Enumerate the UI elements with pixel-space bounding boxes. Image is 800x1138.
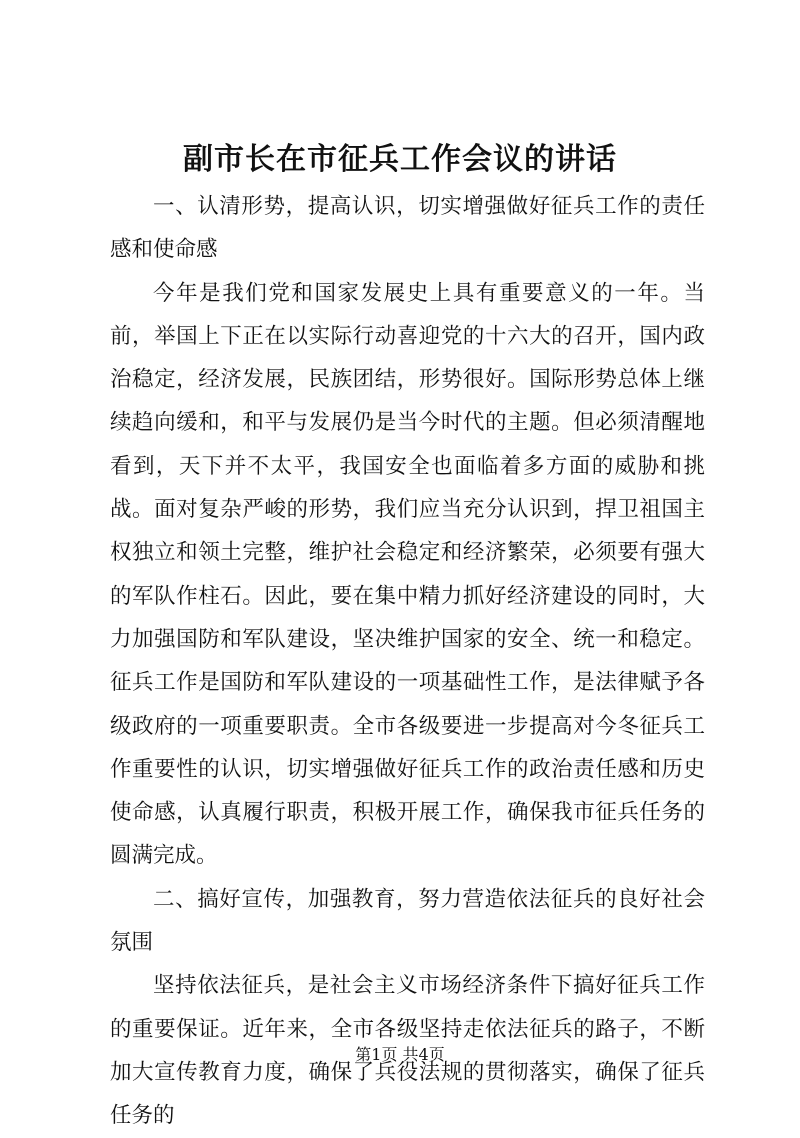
page-footer: 第1页 共4页 (355, 1045, 445, 1064)
section-heading-2: 二、搞好宣传，加强教育，努力营造依法征兵的良好社会氛围 (110, 886, 705, 956)
page-title: 副市长在市征兵工作会议的讲话 (183, 142, 617, 177)
body-paragraph-1: 今年是我们党和国家发展史上具有重要意义的一年。当前，举国上下正在以实际行动喜迎党的十六大的召开，国内政治稳定，经济发展，民族团结，形势很好。国际形势总体上继续趋向缓和，和平与发展仍是当今时代的主题。但必须清醒地看到，天下并不太平，我国安全也面临着多方面的威胁和挑战。面对复杂严峻的形势，我们应当充分认识到，捍卫祖国主权独立和领土完整，维护社会稳定和经济繁荣，必须要有强大的军队作柱石。因此，要在集中精力抓好经济建设的同时，大力加强国防和军队建设，坚决维护国家的安全、统一和稳定。征兵工作是国防和军队建设的一项基础性工作，是法律赋予各级政府的一项重要职责。全市各级要进一步提高对今冬征兵工作重要性的认识，切实增强做好征兵工作的政治责任感和历史使命感，认真履行职责，积极开展工作，确保我市征兵任务的圆满完成。 (110, 280, 705, 869)
document-body (110, 185, 705, 1138)
section-heading-1: 一、认清形势，提高认识，切实增强做好征兵工作的责任感和使命感 (110, 194, 705, 263)
body-paragraph-2: 坚持依法征兵，是社会主义市场经济条件下搞好征兵工作的重要保证。近年来，全市各级坚持走依法征兵的路子，不断加大宣传教育力度，确保了兵役法规的贯彻落实，确保了征兵任务的 (110, 973, 705, 1129)
